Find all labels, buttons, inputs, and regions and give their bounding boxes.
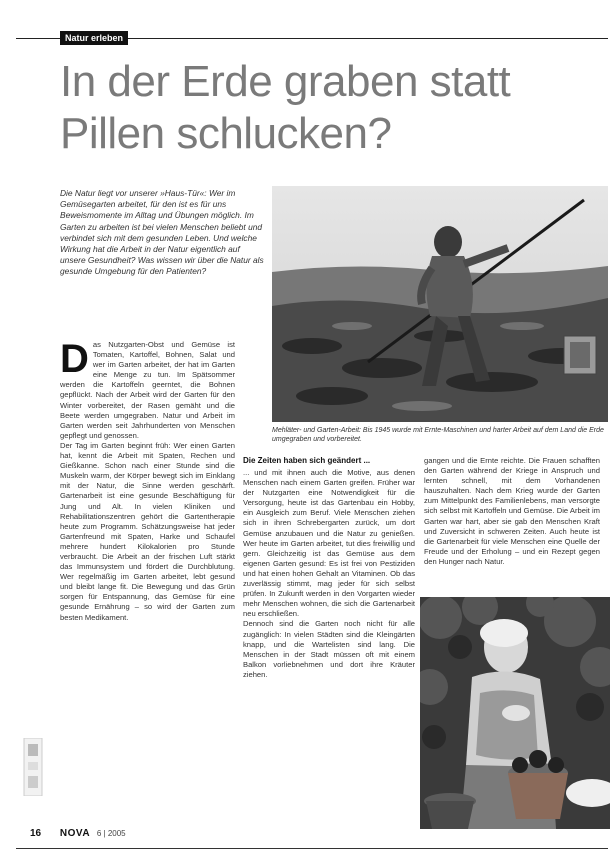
page-number: 16 bbox=[30, 828, 42, 839]
teaser-text: Die Natur liegt vor unserer »Haus-Tür«: Wer im Gemüsegarten arbeitet, für den ist es für uns Beweismomente im Alltag und Übungen möglich. Im Garten zu arbeiten ist bei vielen Menschen beliebt und verbindet sich mit dem gesunden Leben. Und welche Wirkung hat die Arbeit in der Natur eigentlich auf unsere Gesundheit? Was wissen wir über die Natur als gesunde Umgebung für den Patienten? bbox=[60, 188, 264, 277]
issue-label: 6 | 2005 bbox=[96, 829, 126, 838]
margin-mark bbox=[22, 738, 44, 796]
body-paragraph: Der Tag im Garten beginnt früh: Wer einen Garten hat, kennt die Arbeit mit Spaten, Rechen und Gießkanne. Schon nach einer Stunde sind die Muskeln warm, der Körper bewegt sich im Einklang mit der Natur, die Sinne werden geschärft. Gartenarbeit ist eine gesunde Beschäftigung für Jung und Alt. In vielen Kliniken und Rehabilitationszentren gehört die Gartentherapie heute zum Programm. Schätzungsweise hat jeder Gartenfreund mit Spaten, Harke und Schaufel mehrere hundert Kilokalorien pro Stunde verbraucht. Die Arbeit an der frischen Luft stärkt das Immunsystem und fördert die Durchblutung. Wer regelmäßig im Garten arbeitet, lebt gesund und bleibt lange fit. Die Bewegung und das Grün sorgen für Entspannung, das Gemüse für eine gesunde Ernährung – so wird der Garten zum besten Medikament. bbox=[60, 440, 235, 622]
body-paragraph: gangen und die Ernte reichte. Die Frauen schafften den Garten während der Kriege in Anspruch und lernten schnell, mit dem Vorhandenen hauszuhalten. Nach dem Krieg wurde der Garten zum Mittelpunkt des Familienlebens, man versorgte sich selbst mit Kartoffeln und Gemüse. Die Arbeit im Garten war hart, aber sie gab den Menschen Kraft und Zuversicht in schweren Zeiten. Auch heute ist die Gartenarbeit für viele Menschen eine Quelle der Freude und der Erholung – und ein Rezept gegen den Hunger nach Natur. bbox=[424, 456, 600, 566]
article-column-1 bbox=[60, 337, 235, 623]
gardener-digging-photo bbox=[272, 186, 608, 422]
section-tag: Natur erleben bbox=[60, 31, 128, 45]
body-paragraph: as Nutzgarten-Obst und Gemüse ist Tomaten, Kartoffel, Bohnen, Salat und wer im Garten arbeitet, der hat im Garten eine Menge zu tun. Im Spätsommer werden die Kartoffeln geerntet, die Bohnen gepflückt. Nach der Arbeit wird der Garten für den Winter vorbereitet, der Rasen gemäht und die Beete werden umgegraben. Natur und Arbeit im Garten werden seit Jahrhunderten von Menschen gepflegt und genossen. bbox=[60, 340, 235, 440]
page-footer bbox=[30, 828, 126, 839]
photo-caption: Mehläter- und Garten-Arbeit: Bis 1945 wurde mit Ernte-Maschinen und harter Arbeit auf dem Land die Erde umgegraben und vorbereitet. bbox=[272, 427, 604, 443]
subheading: Die Zeiten haben sich geändert ... bbox=[243, 456, 371, 465]
elderly-gardener-photo bbox=[420, 597, 610, 829]
magazine-brand: NOVA bbox=[59, 828, 91, 839]
article-column-3 bbox=[424, 456, 600, 567]
bottom-rule bbox=[16, 848, 608, 849]
page-title: In der Erde graben statt Pillen schlucken? bbox=[60, 57, 511, 158]
body-paragraph: Dennoch sind die Garten noch nicht für alle zugänglich: In vielen Städten sind die Kleingärten knapp, und die Wartelisten sind lang. Die Menschen in der Stadt müssen oft mit einem Balkon vorliebnehmen und dort ihre Kräuter ziehen. bbox=[243, 619, 415, 679]
body-paragraph: ... und mit ihnen auch die Motive, aus denen Menschen nach einem Garten greifen. Früher war der Nutzgarten eine Notwendigkeit für die Versorgung, heute ist das Gartenbau ein Hobby, ein Ausgleich zum Beruf. Viele Menschen ziehen sich in ihren Schrebergarten zurück, um dort Gemüse anzubauen und die Natur zu genießen. Wer heute im Garten arbeitet, tut dies freiwillig und gern. Gleichzeitig ist das Gemüse aus dem eigenen Garten gesund: Es ist frei von Pestiziden und hat einen hohen Gehalt an Vitaminen. Ob das zuverlässig stimmt, mag jeder für sich selbst prüfen. In Zukunft werden in den Vorgarten wieder mehr Menschen wohnen, die sich die Gartenarbeit neu erschließen. bbox=[243, 468, 415, 619]
dropcap: D bbox=[60, 337, 89, 381]
article-column-2 bbox=[243, 456, 415, 680]
